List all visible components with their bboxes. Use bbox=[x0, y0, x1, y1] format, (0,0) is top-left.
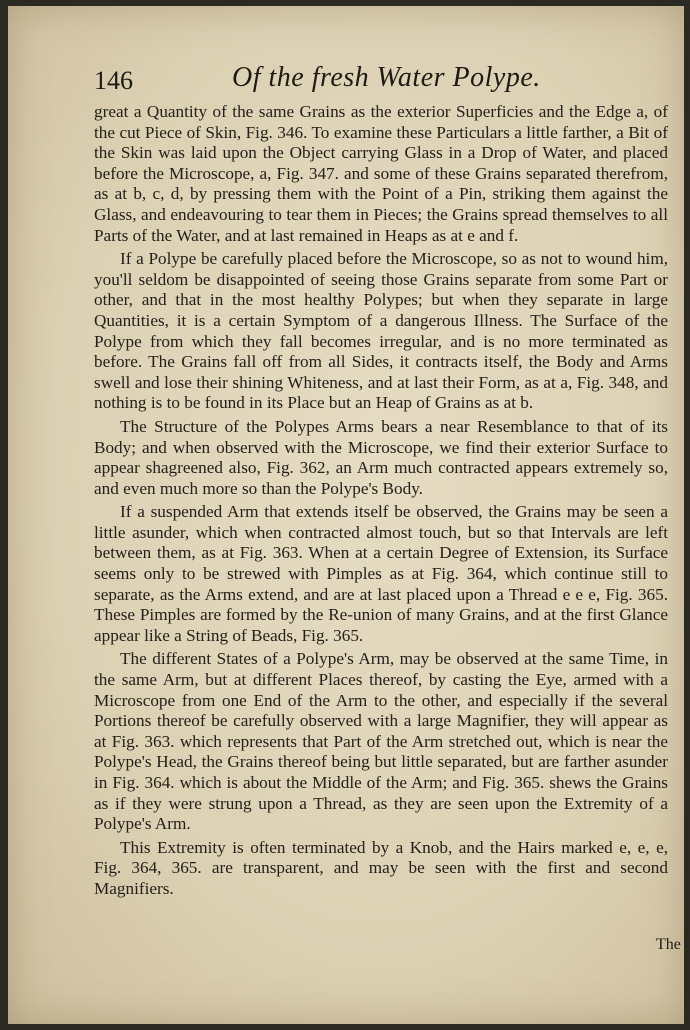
page-header bbox=[94, 62, 654, 102]
book-page bbox=[8, 6, 684, 1024]
paragraph: great a Quantity of the same Grains as the exterior Superficies and the Edge a, of the cut Piece of Skin, Fig. 346. To examine these Particulars a little farther, a Bit of the Skin was laid upon the Object carrying Glass in a Drop of Water, and placed before the Microscope, a, Fig. 347. and some of these Grains separated therefrom, as at b, c, d, by pressing them with the Point of a Pin, striking them against the Glass, and endeavouring to tear them in Pieces; the Grains spread themselves to all Parts of the Water, and at last remained in Heaps as at e and f. bbox=[94, 102, 668, 245]
paragraph: This Extremity is often terminated by a Knob, and the Hairs marked e, e, e, Fig. 364, 365. are transparent, and may be seen with the first and second Magnifiers. bbox=[94, 837, 668, 898]
paragraph: The different States of a Polype's Arm, may be observed at the same Time, in the same Arm, but at different Places thereof, by casting the Eye, armed with a Microscope from one End of the Arm to the other, and especially if the several Portions thereof be carefully observed with a large Magnifier, they will appear as at Fig. 363. which represents that Part of the Arm stretched out, which is near the Polype's Head, the Grains thereof being but little separated, but are farther asunder in Fig. 364. which is about the Middle of the Arm; and Fig. 365. shews the Grains as if they were strung upon a Thread, as they are seen upon the Extremity of a Polype's Arm. bbox=[94, 649, 668, 834]
catchword: The bbox=[656, 936, 681, 953]
body-text bbox=[94, 102, 668, 900]
paragraph: The Structure of the Polypes Arms bears a near Resemblance to that of its Body; and when observed with the Microscope, we find their exterior Surface to appear shagreened also, Fig. 362, an Arm much contracted appears extremely so, and even much more so than the Polype's Body. bbox=[94, 416, 668, 498]
paragraph: If a suspended Arm that extends itself be observed, the Grains may be seen a little asunder, which when contracted almost touch, but so that Intervals are left between them, as at Fig. 363. When at a certain Degree of Extension, its Surface seems only to be strewed with Pimples as at Fig. 364, which continue still to separate, as the Arms extend, and are at last placed upon a Thread e e e, Fig. 365. These Pimples are formed by the Re-union of many Grains, and at the first Glance appear like a String of Beads, Fig. 365. bbox=[94, 502, 668, 645]
paragraph: If a Polype be carefully placed before the Microscope, so as not to wound him, you'll seldom be disappointed of seeing those Grains separate from some Part or other, and that in the most healthy Polypes; but when they separate in large Quantities, it is a certain Symptom of a dangerous Illness. The Surface of the Polype from which they fall becomes irregular, and is no more terminated as before. The Grains fall off from all Sides, it contracts itself, the Body and Arms swell and lose their shining Whiteness, and at last their Form, as at a, Fig. 348, and nothing is to be found in its Place but an Heap of Grains as at b. bbox=[94, 249, 668, 413]
page-number: 146 bbox=[94, 66, 133, 95]
running-title: Of the fresh Water Polype. bbox=[232, 62, 541, 93]
